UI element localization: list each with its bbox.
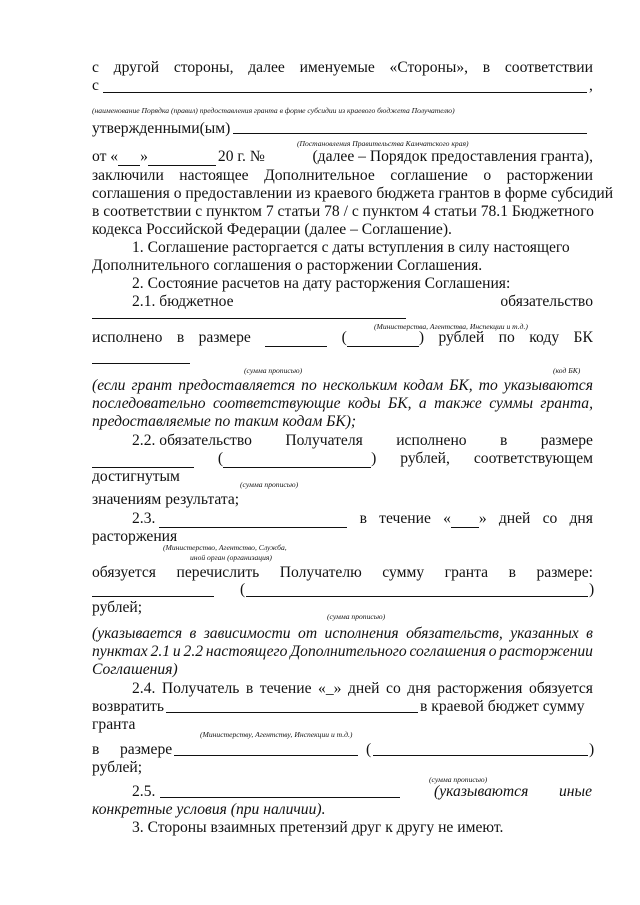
word: с	[92, 59, 99, 76]
clause-2-1-line-1	[132, 293, 593, 311]
word: коду	[529, 329, 560, 346]
clause-2-3-italic-line-3: Соглашения)	[92, 661, 178, 678]
word: в	[482, 59, 491, 76]
word: сумму	[382, 564, 425, 581]
word: в	[245, 680, 254, 697]
word: 2.1	[150, 643, 171, 660]
concluded-line	[92, 167, 593, 185]
amount-words-field-2-1[interactable]	[347, 331, 419, 347]
word: настоящего	[205, 643, 288, 660]
clause-2-4-return-label: возвратить	[92, 698, 164, 715]
word: последовательно	[92, 395, 206, 412]
word: от «	[92, 148, 119, 165]
word: рублей	[438, 329, 485, 346]
close-paren: )	[589, 581, 595, 598]
clause-2-3-italic-line-1	[92, 625, 593, 643]
day-field[interactable]	[118, 150, 140, 166]
clause-2-5-number: 2.5.	[132, 783, 156, 800]
clause-2-4-line-1	[132, 680, 593, 698]
word: Дополнительного	[290, 643, 407, 660]
number-group	[132, 510, 347, 528]
clause-2-1-italic-line-3: предоставляемые по таким кодам БК);	[92, 413, 357, 430]
word: кодам	[403, 377, 444, 394]
word: а	[418, 395, 427, 412]
word: в	[508, 564, 516, 581]
amount-field-2-1[interactable]	[265, 331, 327, 347]
clause-2: 2. Состояние расчетов на дату расторжения Соглашения:	[132, 275, 511, 292]
word: обязуется	[529, 680, 593, 697]
word: исполнено	[396, 432, 467, 449]
clause-1-line-1: 1. Соглашение расторгается с даты вступления в силу настоящего	[132, 239, 570, 256]
amount-field-2-3[interactable]	[92, 596, 214, 597]
word: заключили	[92, 167, 164, 184]
word: соответствии	[504, 59, 593, 76]
sum-in-words-note-2-1: (сумма прописью)	[244, 366, 303, 375]
word: Дополнительное	[264, 167, 375, 184]
word: о	[488, 643, 497, 660]
word: гранта,	[540, 395, 593, 412]
procedure-name-note: (наименование Порядка (правил) предоставления гранта в форме субсидии из краевого бюджета Получателю)	[92, 106, 455, 115]
word: в	[586, 625, 593, 642]
word: стороны,	[173, 59, 234, 76]
word: размере	[540, 432, 593, 449]
clause-2-4-grant-label: гранта	[92, 716, 136, 733]
word: также	[434, 395, 482, 412]
word: соглашение	[390, 167, 468, 184]
organization-note-2-3-line-1: (Министерство, Агентство, Служба,	[163, 543, 287, 552]
word: по	[498, 329, 515, 346]
word: течение	[379, 510, 431, 527]
organization-note-2-3-line-2: иной орган (организация)	[190, 553, 272, 562]
word: далее	[248, 59, 285, 76]
intro-line-8: кодекса Российской Федерации (далее – Соглашение).	[92, 221, 452, 238]
word: 2.1. бюджетное	[132, 293, 234, 310]
word: предоставляется	[178, 377, 296, 394]
word: размере	[198, 329, 251, 346]
ministry-note-2-1: (Министерства, Агентства, Инспекции и т.д.)	[374, 322, 528, 331]
close-paren: )	[371, 450, 377, 467]
clause-2-2-line-4: значениям результата;	[92, 491, 240, 508]
word: нескольким	[322, 377, 398, 394]
word: течение	[259, 680, 312, 697]
open-paren: (	[366, 741, 372, 758]
sum-in-words-note-2-3: (сумма прописью)	[327, 612, 386, 621]
word: (если	[92, 377, 126, 394]
word: расторжении	[499, 643, 593, 660]
intro-line-2-suffix: ,	[589, 77, 593, 94]
clause-2-3-line-3	[92, 564, 593, 582]
clause-2-4-return-suffix: в краевой бюджет сумму	[420, 698, 585, 715]
amount-words-field-2-3[interactable]	[246, 596, 588, 597]
amount-words-field-2-2[interactable]	[223, 452, 371, 468]
word: в	[500, 432, 508, 449]
word: со	[386, 680, 401, 697]
word: суммы	[489, 395, 534, 412]
word: дня	[407, 680, 431, 697]
word: в	[176, 329, 185, 346]
word: коды	[347, 395, 381, 412]
word: исполнено	[92, 329, 163, 346]
word: грант	[131, 377, 173, 394]
word: обязательство	[500, 293, 593, 310]
word: дней	[347, 680, 380, 697]
open-paren: (	[217, 450, 224, 467]
clause-3: 3. Стороны взаимных претензий друг к другу не имеют.	[132, 819, 504, 836]
clause-2-1-italic-line-1	[92, 377, 593, 395]
bk-code-field[interactable]	[92, 363, 190, 364]
word: 2.4.	[132, 680, 156, 697]
word: соглашения	[409, 643, 486, 660]
procedure-name-field[interactable]	[103, 92, 587, 93]
word: то	[478, 377, 498, 394]
clause-2-2-line-3: достигнутым	[92, 468, 180, 485]
bracket-group	[342, 329, 424, 347]
clause-2-5-word: иные	[559, 783, 593, 800]
open-paren: (	[341, 329, 347, 346]
amount-field-2-4[interactable]	[174, 755, 358, 756]
clause-2-3-line-1	[132, 510, 593, 528]
bracket-group	[218, 450, 376, 468]
date-line	[92, 148, 593, 166]
word: настоящее	[179, 167, 249, 184]
clause-2-5-word: (указываются	[434, 783, 529, 800]
word: «Стороны»,	[389, 59, 469, 76]
size-word: в	[92, 741, 100, 758]
intro-line-7: в соответствии с пунктом 7 статьи 78 / с пунктом 4 статьи 78.1 Бюджетного	[92, 203, 594, 220]
clause-2-4-rubles: рублей;	[92, 759, 143, 776]
ministry-note-2-4: (Министерству, Агентству, Инспекции и т.д.)	[200, 730, 353, 739]
government-resolution-field[interactable]	[233, 133, 587, 134]
word: Получатель	[161, 680, 240, 697]
ministry-field-2-1[interactable]	[92, 318, 406, 319]
word: и	[172, 643, 181, 660]
clause-2-1-executed-line	[92, 329, 593, 347]
clause-2-1-italic-line-2	[92, 395, 593, 413]
clause-2-3-italic-line-2	[92, 643, 593, 661]
clause-2-5-line-2: конкретные условия (при наличии).	[92, 801, 326, 818]
open-quote: «	[443, 510, 451, 527]
word: БК,	[449, 377, 473, 394]
word: исполнения	[324, 625, 399, 642]
clause-2-2-line-2	[92, 450, 593, 468]
word: БК	[573, 329, 593, 346]
word: в	[359, 510, 367, 527]
word: указываются	[503, 377, 593, 394]
days-group	[443, 510, 487, 528]
word: (указывается	[92, 625, 183, 642]
sum-in-words-note-2-2: (сумма прописью)	[240, 480, 299, 489]
word: зависимости	[203, 625, 291, 642]
word: БК,	[388, 395, 412, 412]
word: со	[542, 510, 558, 527]
word: соответствующем	[473, 450, 593, 467]
ministry-field-2-4[interactable]	[166, 712, 418, 713]
word: именуемые	[299, 59, 375, 76]
word: по	[301, 377, 317, 394]
condition-field-2-5[interactable]	[160, 797, 400, 798]
word: расторжении	[506, 167, 593, 184]
word: обязуется	[92, 564, 156, 581]
sum-in-words-note-2-4: (сумма прописью)	[429, 775, 488, 784]
word: дней	[498, 510, 531, 527]
word: перечислить	[176, 564, 260, 581]
open-paren: (	[240, 581, 246, 598]
close-paren: )	[589, 741, 595, 758]
intro-line-1	[92, 59, 593, 77]
clause-number: 2.3.	[132, 510, 156, 527]
close-paren: )	[418, 329, 425, 346]
word: размере:	[536, 564, 593, 581]
word: гранта	[444, 564, 489, 581]
government-resolution-note: (Постановления Правительства Камчатского края)	[297, 139, 469, 148]
clause-2-3-line-2: расторжения	[92, 528, 178, 545]
word: 2.2. обязательство	[132, 432, 252, 449]
approved-label: утвержденными(ым)	[92, 120, 231, 137]
word: дня	[569, 510, 593, 527]
amount-field-2-2[interactable]	[92, 452, 194, 468]
word: 20 г. №	[217, 148, 265, 165]
word: 2.2	[183, 643, 204, 660]
intro-line-6: соглашения о предоставлении из краевого бюджета грантов в форме субсидий	[92, 185, 614, 202]
word: указанных	[510, 625, 579, 642]
word: «_»	[318, 680, 342, 697]
bk-code-note: (код БК)	[553, 366, 581, 375]
word: Получателя	[285, 432, 363, 449]
month-field[interactable]	[148, 150, 216, 166]
word: (далее – Порядок предоставления гранта),	[312, 148, 593, 165]
word: обязательств,	[406, 625, 503, 642]
clause-2-2-line-1	[132, 432, 593, 450]
size-word: размере	[120, 741, 173, 758]
word: пунктах	[92, 643, 148, 660]
amount-words-field-2-4[interactable]	[373, 755, 588, 756]
close-quote: »	[478, 510, 487, 527]
date-line-segment	[92, 148, 265, 166]
word: в	[189, 625, 197, 642]
word: »	[140, 148, 148, 165]
word: Получателю	[279, 564, 362, 581]
word: от	[298, 625, 318, 642]
word: расторжения	[437, 680, 523, 697]
clause-1-line-2: Дополнительного соглашения о расторжении Соглашения.	[92, 257, 483, 274]
clause-2-3-rubles: рублей;	[92, 599, 143, 616]
word: другой	[113, 59, 160, 76]
word: соответствующие	[213, 395, 341, 412]
word: рублей,	[400, 450, 450, 467]
organization-field-2-3[interactable]	[159, 512, 347, 528]
days-field-2-3[interactable]	[451, 512, 479, 528]
word: о	[483, 167, 492, 184]
intro-line-2-prefix: с	[92, 77, 99, 94]
